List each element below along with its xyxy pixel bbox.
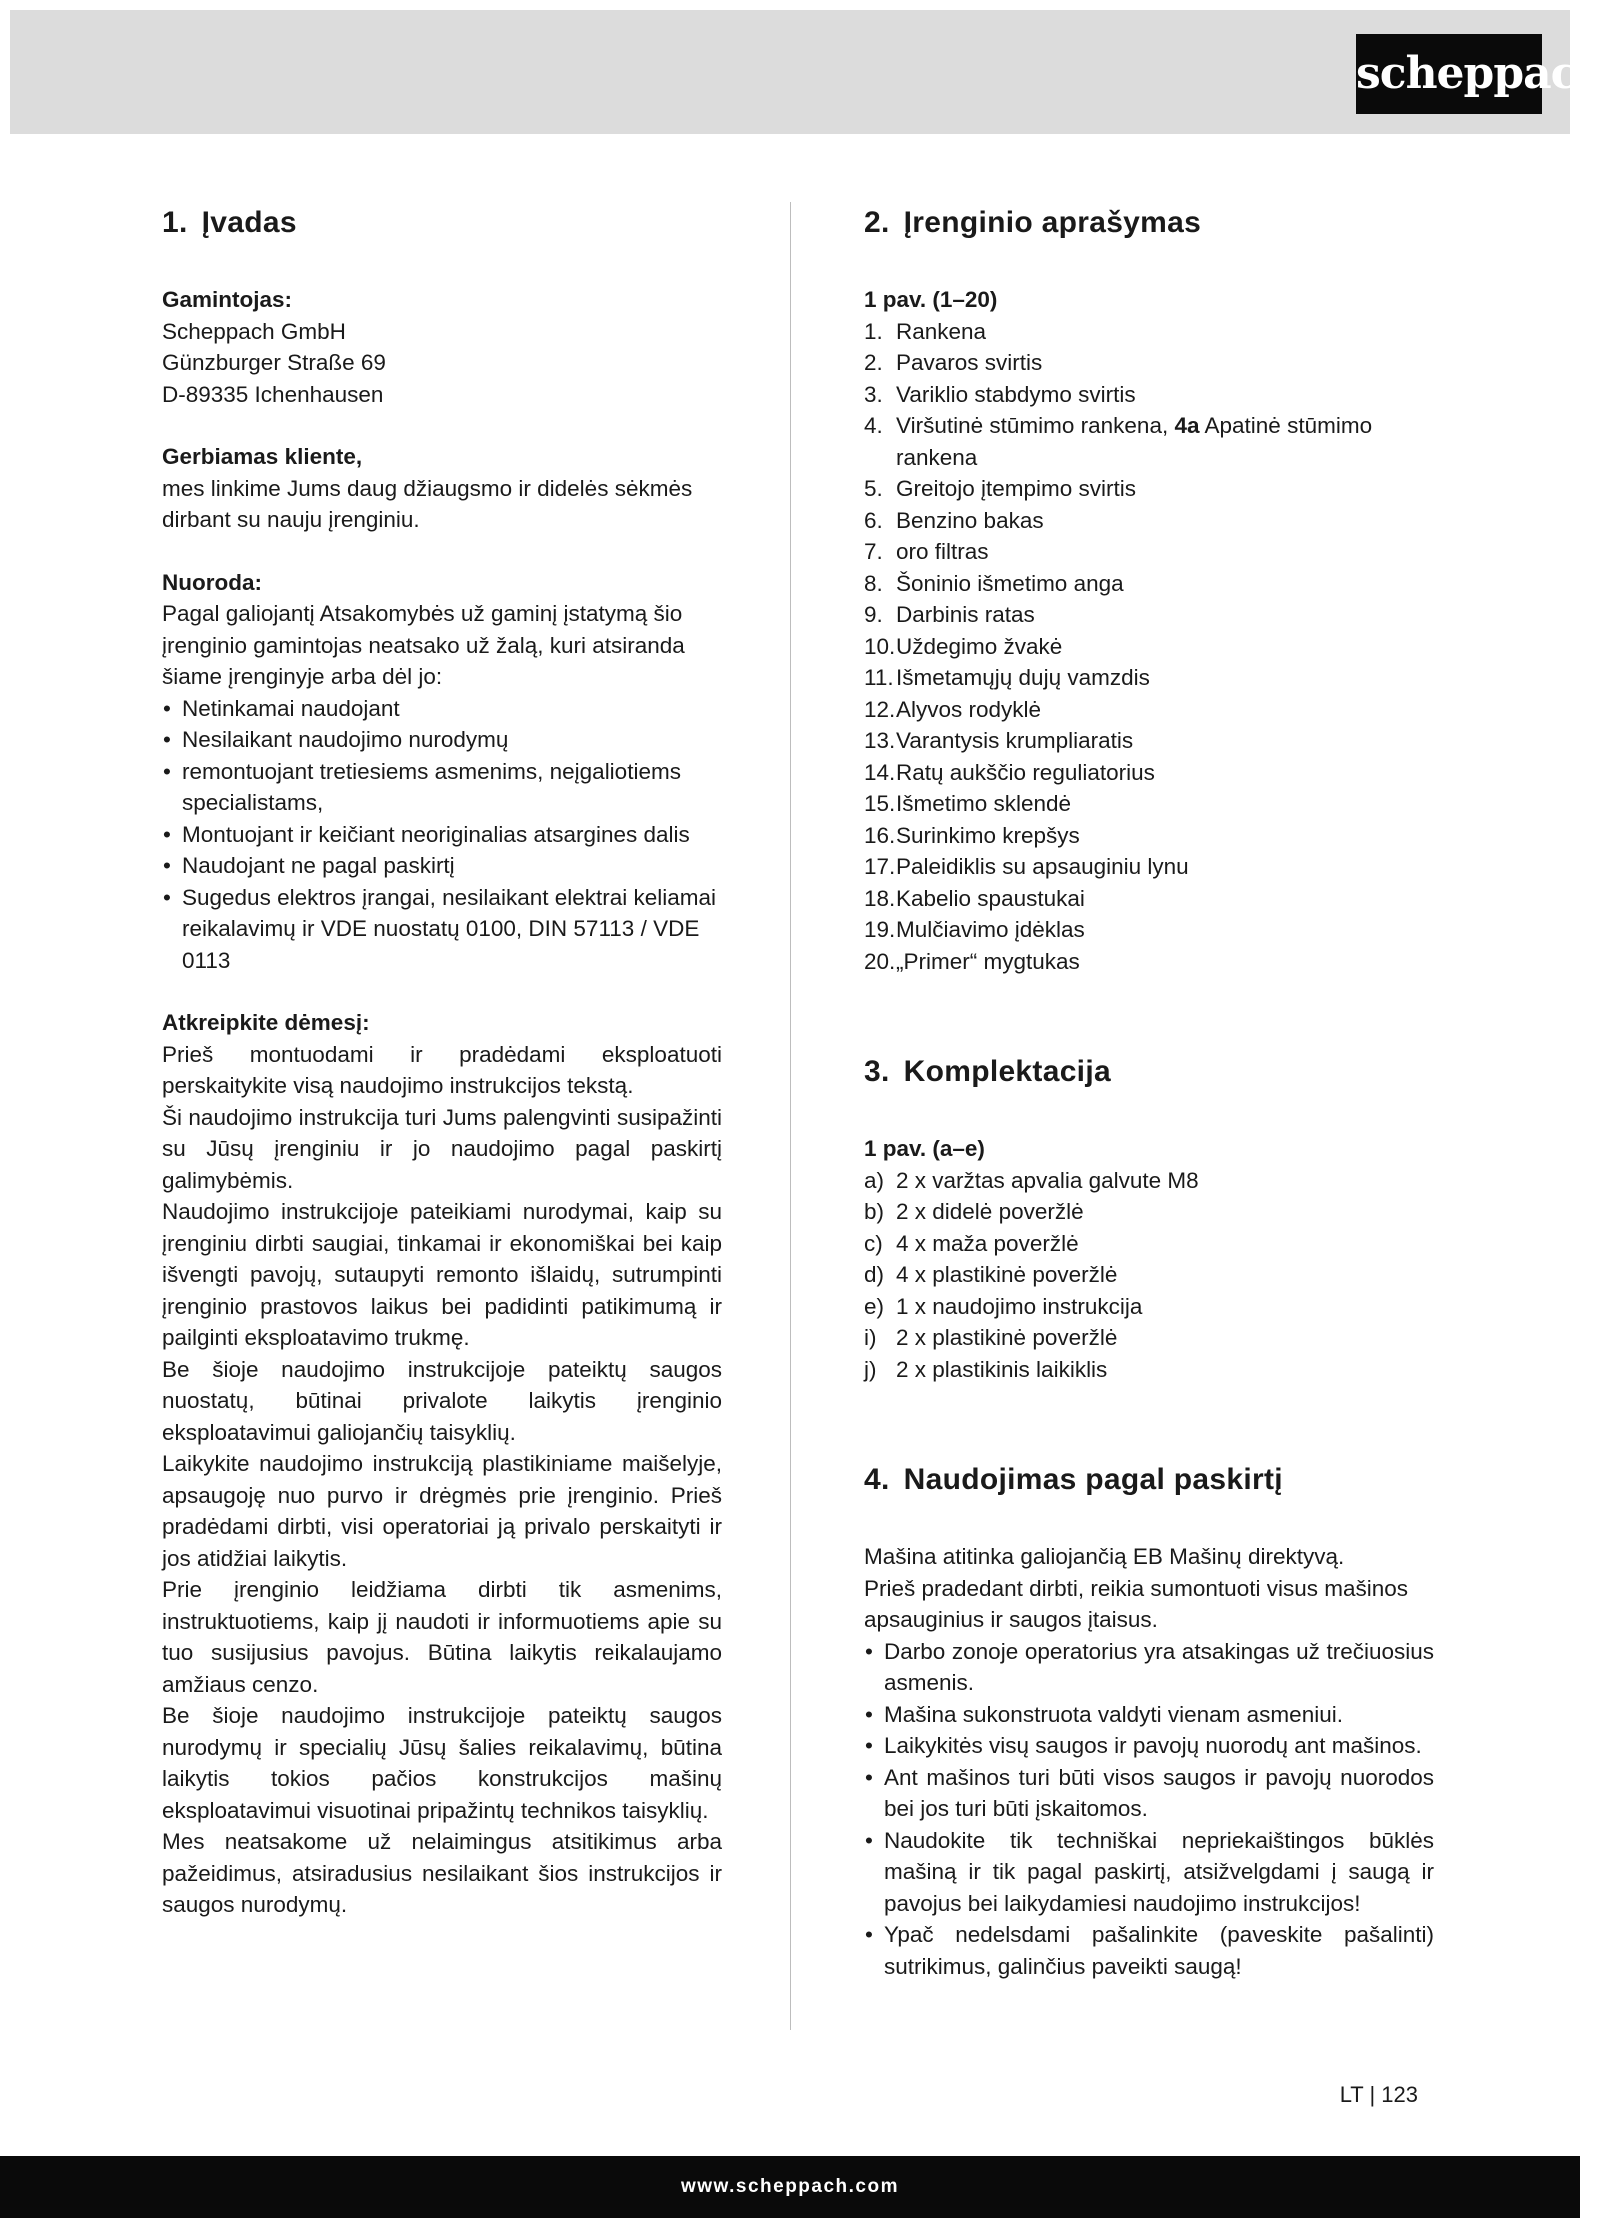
list-item: 9. Darbinis ratas <box>864 602 1035 627</box>
list-item: • Ant mašinos turi būti visos saugos ir pavojų nuorodos bei jos turi būti įskaitomos. <box>864 1762 1434 1825</box>
manufacturer-line: Scheppach GmbH <box>162 318 346 344</box>
list-item: 17. Paleidiklis su apsauginiu lynu <box>864 854 1189 879</box>
list-item: 15. Išmetimo sklendė <box>864 791 1072 816</box>
list-item: b) 2 x didelė poveržlė <box>864 1199 1084 1224</box>
list-item: 19. Mulčiavimo įdėklas <box>864 917 1085 942</box>
page-number: LT | 123 <box>1339 2082 1418 2107</box>
section-1-heading: 1. Įvadas <box>162 206 297 239</box>
figure-label: 1 pav. (a–e) <box>864 1136 985 1161</box>
section-4-heading: 4. Naudojimas pagal paskirtį <box>864 1463 1283 1496</box>
attention-paragraph: Laikykite naudojimo instrukciją plastikiniame maišelyje, apsaugoję nuo purvo ir drėgmės prie įrenginio. Prieš pradėdami dirbti, visi operatoriai ją privalo perskaityti ir jos atidžiai laikytis. <box>162 1451 722 1571</box>
list-item: • Mašina sukonstruota valdyti vienam asmeniui. <box>864 1699 1434 1731</box>
attention-paragraph: Be šioje naudojimo instrukcijoje pateiktų saugos nuostatų, būtinai privalote laikytis įrenginio eksploatavimui galiojančių taisyklių. <box>162 1356 722 1445</box>
list-item: e) 1 x naudojimo instrukcija <box>864 1293 1143 1319</box>
scheppach-logo: scheppach <box>1356 34 1542 114</box>
list-item: 14. Ratų aukščio reguliatorius <box>864 759 1155 785</box>
list-item: • Darbo zonoje operatorius yra atsakingas už trečiuosius asmenis. <box>864 1636 1434 1699</box>
manufacturer-heading: Gamintojas: <box>162 287 293 312</box>
list-item: • Laikykitės visų saugos ir pavojų nuorodų ant mašinos. <box>864 1730 1434 1762</box>
list-item: • Montuojant ir keičiant neoriginalias atsargines dalis <box>162 819 722 851</box>
list-item: a) 2 x varžtas apvalia galvute M8 <box>864 1167 1199 1193</box>
manufacturer-line: D-89335 Ichenhausen <box>162 381 384 407</box>
list-item: c) 4 x maža poveržlė <box>864 1230 1079 1256</box>
attention-heading: Atkreipkite dėmesį: <box>162 1010 370 1035</box>
list-item: 20. „Primer“ mygtukas <box>864 948 1080 974</box>
list-item: 6. Benzino bakas <box>864 507 1044 533</box>
attention-paragraph: Mes neatsakome už nelaimingus atsitikimus arba pažeidimus, atsiradusius nesilaikant šios instrukcijos ir saugos nurodymų. <box>162 1829 722 1917</box>
page-header <box>10 10 1607 134</box>
list-item: 1. Rankena <box>864 318 987 344</box>
section-spacer <box>864 977 1434 1047</box>
section-spacer <box>864 1385 1434 1455</box>
section-3-heading: 3. Komplektacija <box>864 1055 1111 1088</box>
list-item: 12. Alyvos rodyklė <box>864 696 1042 722</box>
list-item: 16. Surinkimo krepšys <box>864 822 1080 848</box>
customer-block <box>162 441 722 536</box>
list-item: • Sugedus elektros įrangai, nesilaikant elektrai keliamai reikalavimų ir VDE nuostatų 0100, DIN 57113 / VDE 0113 <box>162 882 722 977</box>
attention-paragraph: Prieš montuodami ir pradėdami eksploatuoti perskaitykite visą naudojimo instrukcijos tekstą. <box>162 1041 722 1098</box>
list-item: 3. Variklio stabdymo svirtis <box>864 381 1136 407</box>
list-item: • Naudokite tik techniškai nepriekaištingos būklės mašiną ir tik pagal paskirtį, atsižvelgdami į saugą ir pavojus bei laikydamiesi naudojimo instrukcijos! <box>864 1825 1434 1920</box>
footer-bar <box>0 2156 1580 2218</box>
attention-paragraph: Prie įrenginio leidžiama dirbti tik asmenims, instruktuotiems, kaip jį naudoti ir informuotiems apie su tuo susijusius pavojus. Būtina laikytis reikalaujamo amžiaus cenzo. <box>162 1577 722 1697</box>
list-item: 18. Kabelio spaustukai <box>864 885 1085 911</box>
figure-label: 1 pav. (1–20) <box>864 287 998 312</box>
manufacturer-line: Günzburger Straße 69 <box>162 350 386 375</box>
attention-paragraph: Naudojimo instrukcijoje pateikiami nurodymai, kaip su įrenginiu dirbti saugiai, tinkamai ir ekonomiškai bei kaip išvengti pavojų, sutaupyti remonto išlaidų, sutrumpinti įrenginio prastovos laikus bei padidinti patikimumą ir pailginti eksploatavimo trukmę. <box>162 1199 722 1350</box>
intended-use-intro: Mašina atitinka galiojančią EB Mašinų direktyvą. <box>864 1544 1345 1569</box>
attention-block <box>162 1007 722 1921</box>
list-item: 4. Viršutinė stūmimo rankena, 4a Apatinė stūmimo rankena <box>864 413 1373 470</box>
list-item: d) 4 x plastikinė poveržlė <box>864 1262 1118 1287</box>
parts-list <box>864 316 1434 978</box>
section-2-heading: 2. Įrenginio aprašymas <box>864 206 1202 239</box>
note-text: Pagal galiojantį Atsakomybės už gaminį įstatymą šio įrenginio gamintojas neatsako už žalą, kuri atsiranda šiame įrenginyje arba dėl jo: <box>162 601 685 689</box>
note-bullet-list <box>162 693 722 977</box>
attention-paragraph: Be šioje naudojimo instrukcijoje pateiktų saugos nurodymų ir specialių Jūsų šalies reikalavimų, būtina laikytis tokios pačios konstrukcijos mašinų eksploatavimui visuotinai pripažintų technikos taisyklių. <box>162 1703 722 1823</box>
list-item: • Naudojant ne pagal paskirtį <box>162 850 722 882</box>
note-block <box>162 567 722 977</box>
list-item: j) 2 x plastikinis laikiklis <box>864 1356 1108 1382</box>
list-item: 8. Šoninio išmetimo anga <box>864 570 1124 596</box>
list-item: 5. Greitojo įtempimo svirtis <box>864 476 1137 501</box>
note-heading: Nuoroda: <box>162 569 262 595</box>
list-item: • Nesilaikant naudojimo nurodymų <box>162 724 722 756</box>
list-item: 13. Varantysis krumpliaratis <box>864 728 1134 753</box>
column-divider <box>790 202 791 2030</box>
list-item: 10. Uždegimo žvakė <box>864 633 1063 659</box>
intended-use-intro: Prieš pradedant dirbti, reikia sumontuoti visus mašinos apsauginius ir saugos įtaisus. <box>864 1575 1408 1632</box>
list-item: 7. oro filtras <box>864 539 989 564</box>
attention-paragraph: Ši naudojimo instrukcija turi Jums palengvinti susipažinti su Jūsų įrenginiu ir jo naudojimo pagal paskirtį galimybėmis. <box>162 1104 722 1193</box>
list-item: • Ypač nedelsdami pašalinkite (paveskite pašalinti) sutrikimus, galinčius paveikti saugą! <box>864 1919 1434 1982</box>
left-column <box>162 198 722 1952</box>
customer-text: mes linkime Jums daug džiaugsmo ir didelės sėkmės dirbant su nauju įrenginiu. <box>162 475 693 532</box>
manufacturer-block <box>162 284 722 410</box>
website-link[interactable]: www.scheppach.com <box>680 2176 899 2197</box>
right-column <box>864 198 1434 1982</box>
list-item: • remontuojant tretiesiems asmenims, neįgaliotiems specialistams, <box>162 756 722 819</box>
customer-heading: Gerbiamas kliente, <box>162 444 363 469</box>
list-item: 2. Pavaros svirtis <box>864 350 1043 375</box>
list-item: 11. Išmetamųjų dujų vamzdis <box>864 665 1150 690</box>
intended-use-bullets <box>864 1636 1434 1983</box>
list-item: • Netinkamai naudojant <box>162 693 722 725</box>
list-item: i) 2 x plastikinė poveržlė <box>864 1325 1118 1350</box>
scope-of-delivery-list <box>864 1165 1434 1386</box>
